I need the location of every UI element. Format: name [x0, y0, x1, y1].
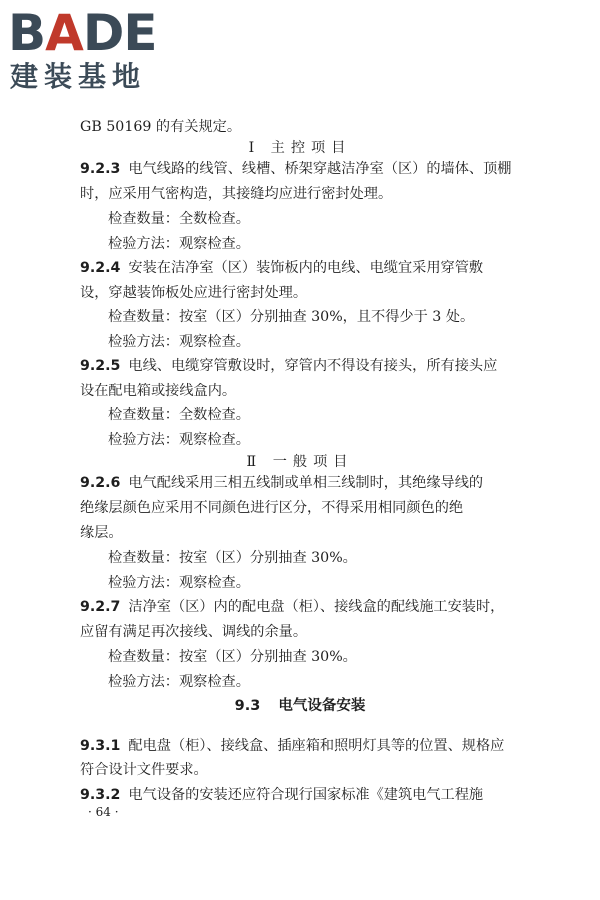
clause-number: 9.2.7	[80, 599, 121, 615]
text-line: 检查数量：按室（区）分别抽查 30%。	[108, 550, 357, 566]
text-line: 绝缘层颜色应采用不同颜色进行区分，不得采用相同颜色的绝	[80, 500, 464, 516]
clause-9-2-7: 9.2.7 洁净室（区）内的配电盘（柜）、接线盒的配线施工安装时，	[80, 599, 505, 615]
logo-wordmark: BADE	[8, 4, 157, 62]
text-line: 设在配电箱或接线盒内。	[80, 383, 237, 399]
text-line: 符合设计文件要求。	[80, 762, 208, 778]
logo-subtitle: 建装基地	[10, 60, 147, 93]
subsection-heading-main-control: Ⅰ 主控项目	[248, 140, 352, 156]
clause-number: 9.3.2	[80, 787, 121, 803]
clause-number: 9.2.4	[80, 260, 121, 276]
logo	[8, 6, 178, 96]
clause-number: 9.3.1	[80, 738, 121, 754]
text-line: 检查数量：全数检查。	[108, 211, 250, 227]
text-line: 应留有满足再次接线、调线的余量。	[80, 624, 308, 640]
text-line: 检验方法：观察检查。	[108, 236, 250, 252]
text-line: 检查数量：全数检查。	[108, 407, 250, 423]
section-number: 9.3	[234, 698, 261, 714]
page-number: · 64 ·	[88, 805, 119, 819]
subsection-heading-general: Ⅱ 一般项目	[246, 454, 354, 470]
text-line: 检查数量：按室（区）分别抽查 30%。	[108, 649, 357, 665]
clause-9-2-3: 9.2.3 电气线路的线管、线槽、桥架穿越洁净室（区）的墙体、顶棚	[80, 161, 512, 177]
clause-9-3-2: 9.3.2 电气设备的安装还应符合现行国家标准《建筑电气工程施	[80, 787, 484, 803]
clause-9-2-5: 9.2.5 电线、电缆穿管敷设时，穿管内不得设有接头，所有接头应	[80, 358, 498, 374]
text-line: 设，穿越装饰板处应进行密封处理。	[80, 285, 308, 301]
clause-9-2-6: 9.2.6 电气配线采用三相五线制或单相三线制时，其绝缘导线的	[80, 475, 484, 491]
text-line: GB 50169 的有关规定。	[80, 119, 242, 135]
clause-number: 9.2.5	[80, 358, 121, 374]
text-line: 检验方法：观察检查。	[108, 575, 250, 591]
text-line: 缘层。	[80, 525, 123, 541]
text-line: 检验方法：观察检查。	[108, 674, 250, 690]
clause-9-3-1: 9.3.1 配电盘（柜）、接线盒、插座箱和照明灯具等的位置、规格应	[80, 738, 505, 754]
text-line: 检验方法：观察检查。	[108, 432, 250, 448]
clause-number: 9.2.6	[80, 475, 121, 491]
clause-9-2-4: 9.2.4 安装在洁净室（区）装饰板内的电线、电缆宜采用穿管敷	[80, 260, 484, 276]
text-line: 检验方法：观察检查。	[108, 334, 250, 350]
clause-number: 9.2.3	[80, 161, 121, 177]
text-line: 检查数量：按室（区）分别抽查 30%，且不得少于 3 处。	[108, 309, 475, 325]
text-line: 时，应采用气密构造，其接缝均应进行密封处理。	[80, 186, 393, 202]
section-heading-9-3: 9.3 电气设备安装	[234, 698, 366, 714]
